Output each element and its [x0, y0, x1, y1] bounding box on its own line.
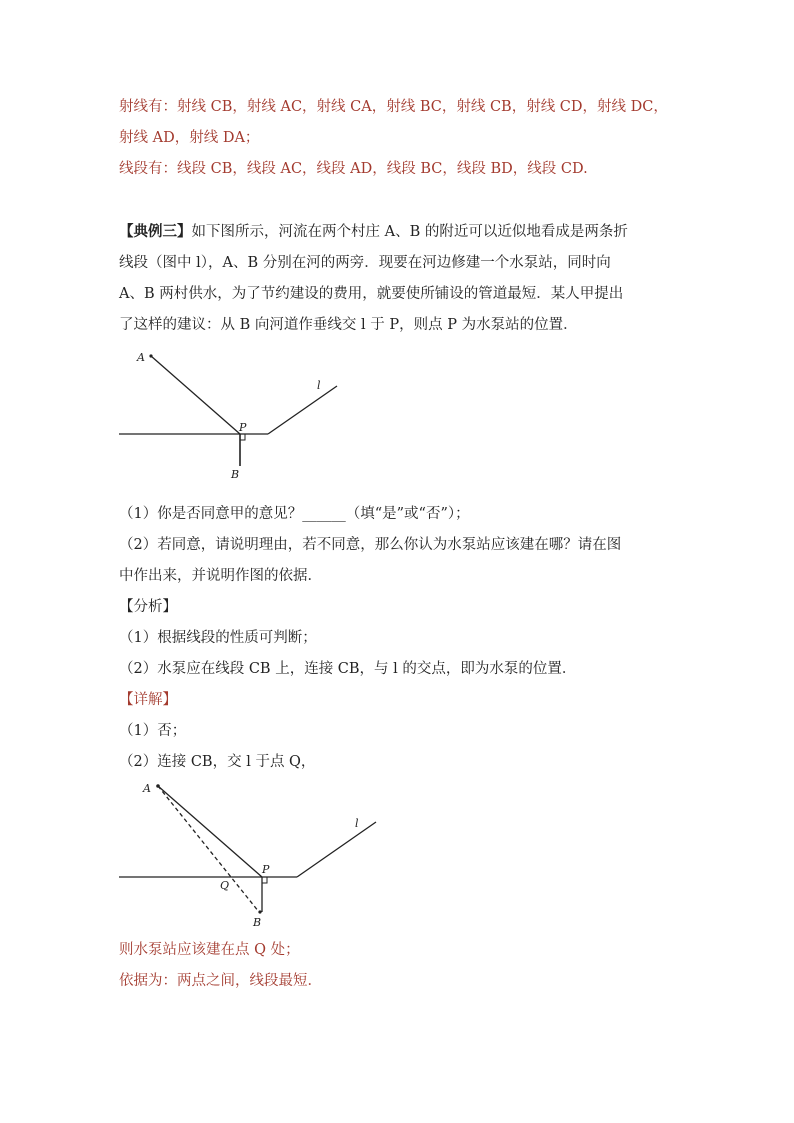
conclusion-1: 则水泵站应该建在点 Q 处； — [119, 942, 300, 958]
example3-question-2: 线段（图中 l），A、B 分别在河的两旁．现要在河边修建一个水泵站，同时向 — [119, 255, 611, 271]
fig2-point-A — [156, 784, 160, 788]
sub-question-2-line-2: 中作出来，并说明作图的依据． — [119, 568, 322, 584]
example3-question-4: 了这样的建议：从 B 向河道作垂线交 l 于 P，则点 P 为水泵站的位置． — [119, 317, 578, 333]
conclusion-2: 依据为：两点之间，线段最短． — [119, 973, 322, 989]
detail-heading: 【详解】 — [119, 692, 177, 708]
fig1-label-P: P — [239, 421, 247, 434]
analysis-1: （1）根据线段的性质可判断； — [119, 630, 317, 646]
example3-tag: 【典例三】 — [119, 223, 192, 240]
fig2-label-P: P — [262, 863, 270, 876]
fig2-point-B — [258, 910, 261, 913]
fig2-river-left-segment — [158, 786, 262, 877]
sub-question-1: （1）你是否同意甲的意见？______（填“是”或“否”）； — [119, 506, 470, 522]
fig1-label-B: B — [231, 468, 240, 481]
rays-line-1: 射线有：射线 CB，射线 AC，射线 CA，射线 BC，射线 CB，射线 CD，射线 DC， — [119, 99, 668, 115]
analysis-2: （2）水泵应在线段 CB 上，连接 CB，与 l 的交点，即为水泵的位置． — [119, 661, 577, 677]
detail-1: （1）否； — [119, 723, 187, 739]
fig2-right-angle-mark — [262, 877, 267, 883]
example3-question-3: A、B 两村供水，为了节约建设的费用，就要使所铺设的管道最短．某人甲提出 — [119, 286, 624, 302]
fig2-label-Q: Q — [220, 879, 230, 892]
fig2-label-B: B — [253, 916, 262, 929]
segments-line: 线段有：线段 CB，线段 AC，线段 AD，线段 BC，线段 BD，线段 CD. — [119, 161, 588, 177]
fig1-label-l: l — [317, 379, 321, 392]
rays-line-2: 射线 AD，射线 DA； — [119, 130, 260, 146]
analysis-heading: 【分析】 — [119, 599, 177, 615]
example3-question-1: 如下图所示，河流在两个村庄 A、B 的附近可以近似地看成是两条折 — [191, 224, 628, 240]
fig2-label-l: l — [355, 817, 359, 830]
fig1-label-A: A — [137, 351, 145, 364]
detail-2: （2）连接 CB，交 l 于点 Q， — [119, 754, 316, 770]
fig2-river-right-segment — [297, 822, 376, 877]
fig2-dashed-line-AB — [158, 786, 259, 912]
fig2-label-A: A — [143, 782, 151, 795]
sub-question-2-line-1: （2）若同意，请说明理由，若不同意，那么你认为水泵站应该建在哪？请在图 — [119, 537, 622, 553]
